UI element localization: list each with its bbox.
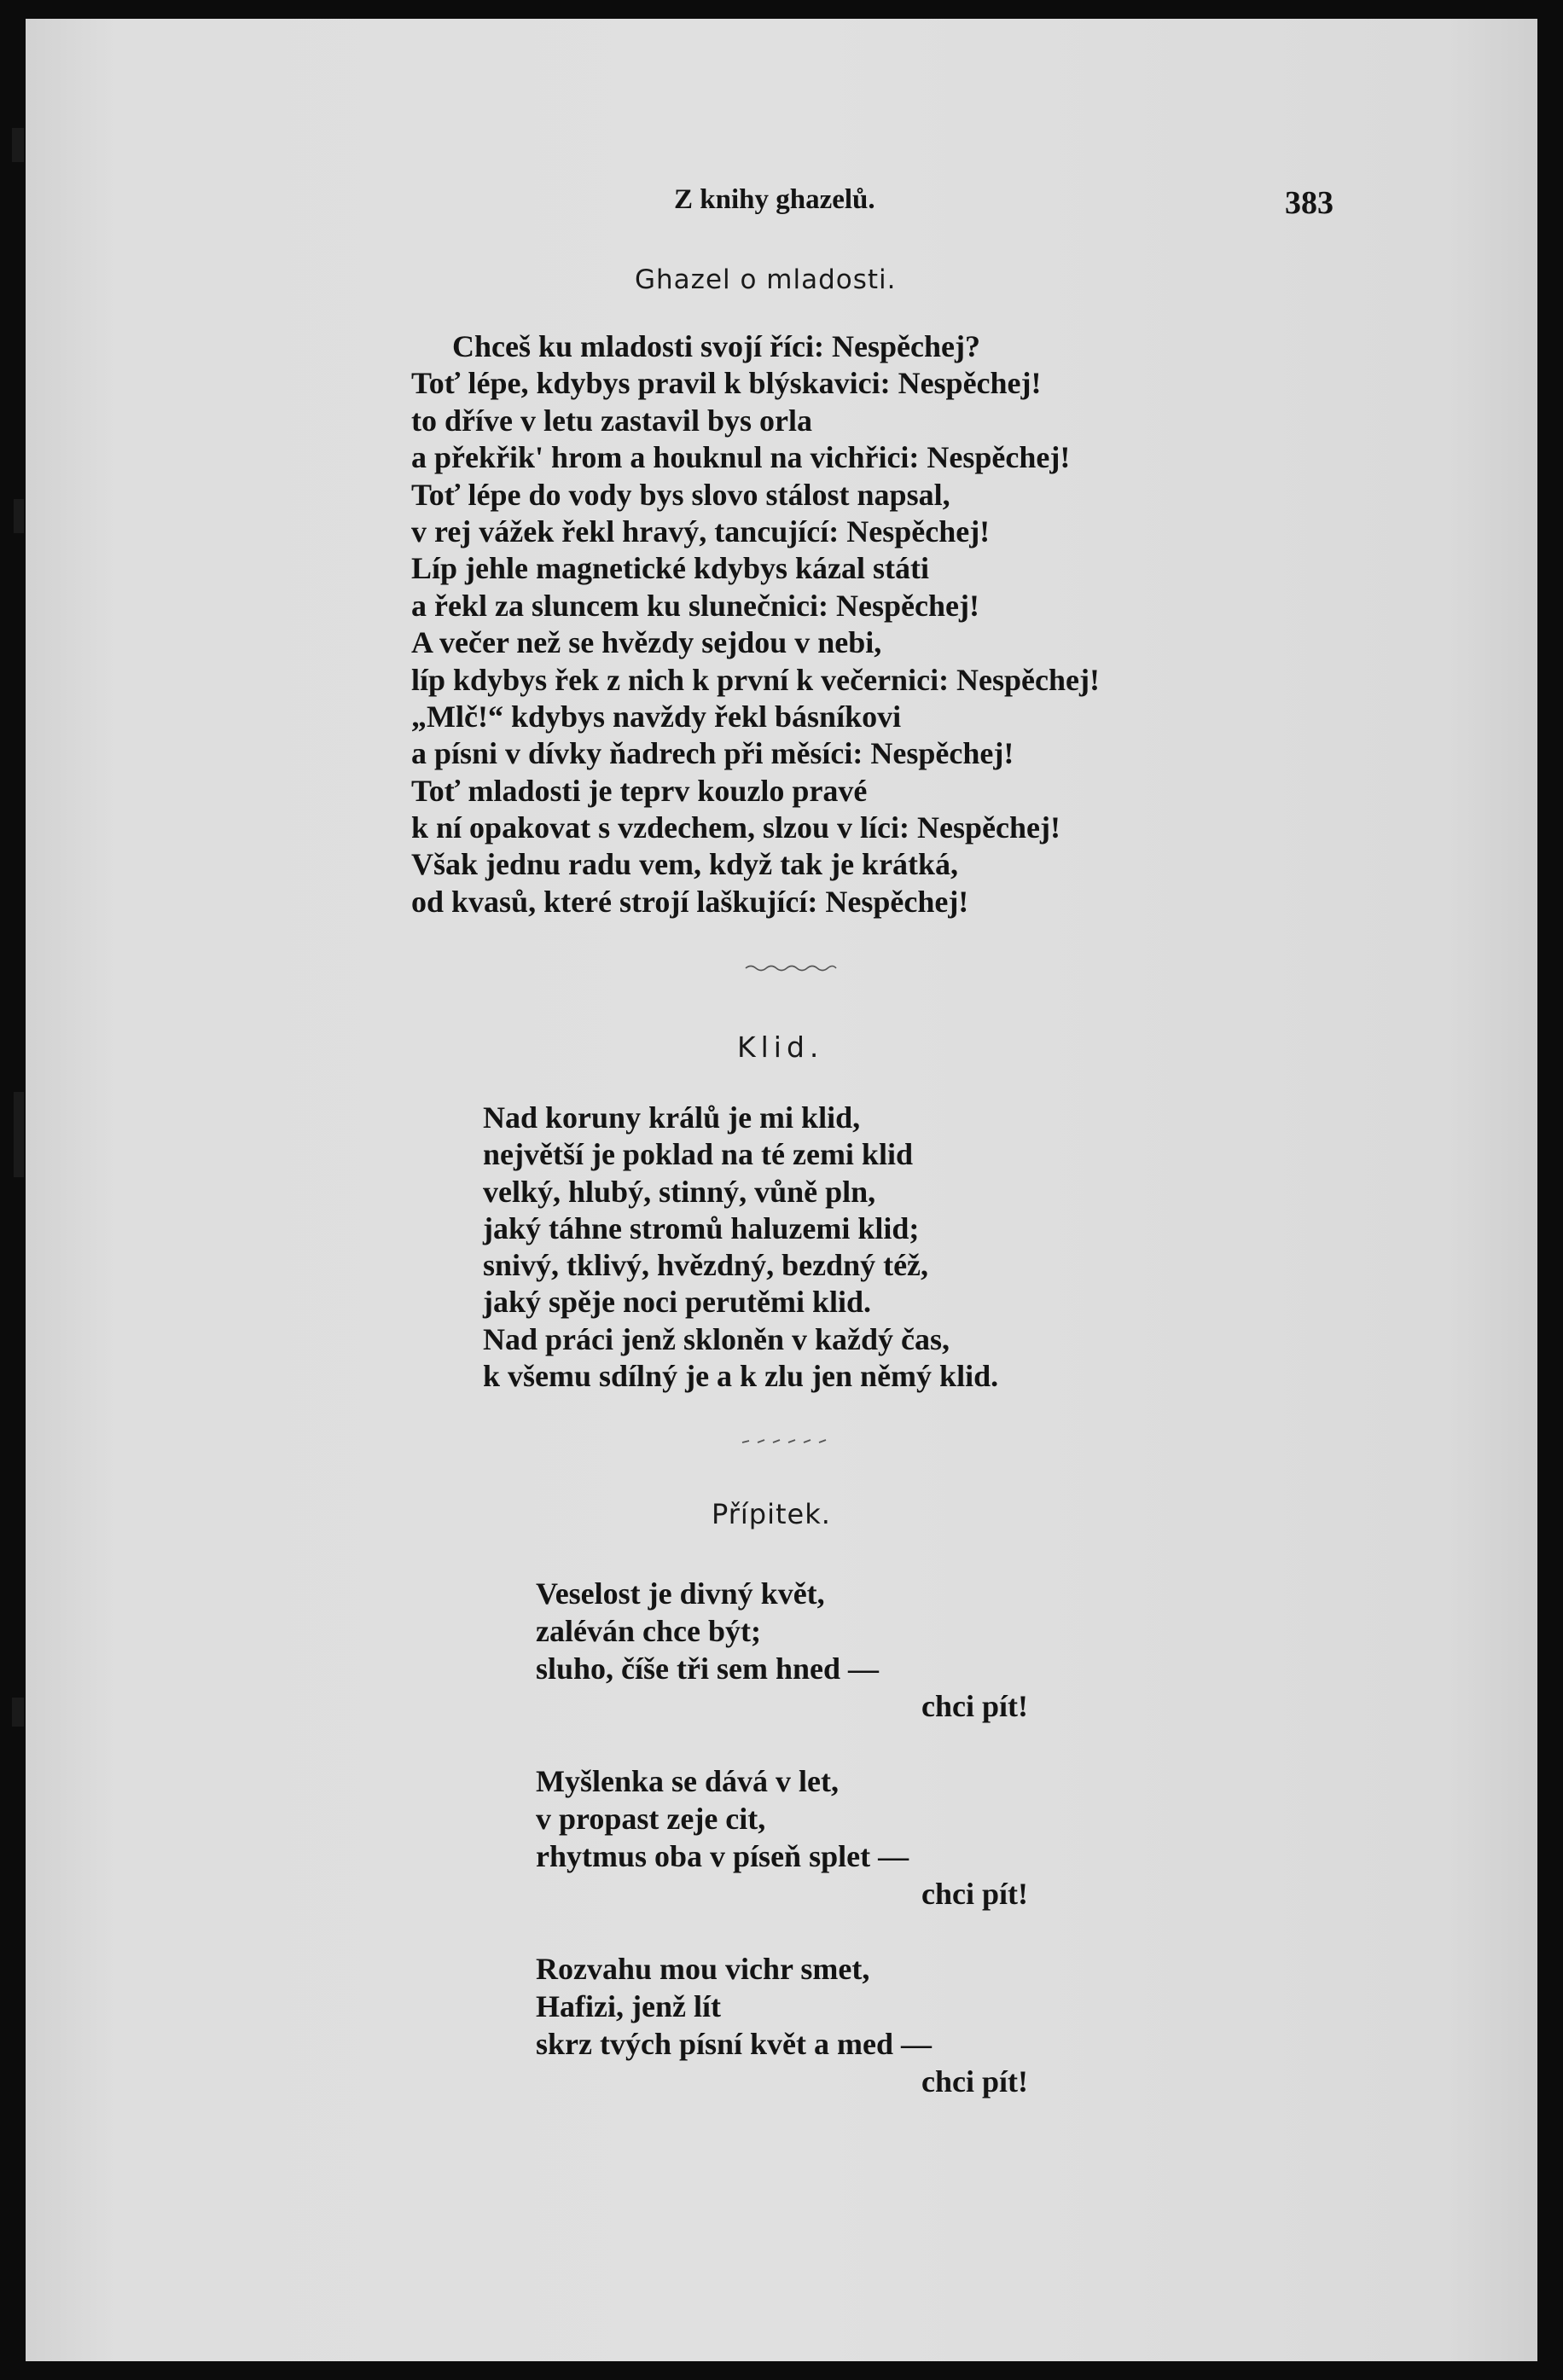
poem-line: Líp jehle magnetické kdybys kázal státi <box>411 551 930 586</box>
section-ornament <box>741 1437 834 1446</box>
poem-line: a překřik' hrom a houknul na vichřici: Nespěchej! <box>411 440 1071 475</box>
poem-line: líp kdybys řek z nich k první k večernici: Nespěchej! <box>411 662 1100 697</box>
running-title: Z knihy ghazelů. <box>674 184 875 215</box>
poem-line: Chceš ku mladosti svojí říci: Nespěchej? <box>452 329 980 363</box>
poem-line: rhytmus oba v píseň splet — <box>536 1839 909 1873</box>
poem-line: to dříve v letu zastavil bys orla <box>411 403 812 438</box>
poem-line: sluho, číše tři sem hned — <box>536 1651 880 1686</box>
poem-line: Hafizi, jenž lít <box>536 1989 721 2023</box>
poem-line: Toť lépe do vody bys slovo stálost napsal, <box>411 477 950 512</box>
poem-text <box>411 328 1100 920</box>
refrain-line: chci pít! <box>921 2064 1028 2098</box>
poem-line: největší je poklad na té zemi klid <box>483 1137 913 1172</box>
poem-line: Veselost je divný květ, <box>536 1576 825 1611</box>
poem-title: Přípitek. <box>712 1498 831 1530</box>
scan-edge-mark <box>14 499 24 533</box>
poem-line: v propast zeje cit, <box>536 1802 766 1836</box>
poem-line: velký, hlubý, stinný, vůně pln, <box>483 1174 876 1209</box>
stanza <box>536 1762 1028 1913</box>
poem-line: k všemu sdílný je a k zlu jen němý klid. <box>483 1359 999 1394</box>
poem-line: k ní opakovat s vzdechem, slzou v líci: Nespěchej! <box>411 810 1060 845</box>
poem-title: Klid. <box>737 1030 824 1064</box>
poem-text <box>536 1575 1028 2138</box>
scan-edge-mark <box>12 128 24 162</box>
poem-line: zaléván chce být; <box>536 1614 761 1648</box>
poem-line: Myšlenka se dává v let, <box>536 1764 839 1798</box>
poem-line: A večer než se hvězdy sejdou v nebi, <box>411 625 882 660</box>
poem-title: Ghazel o mladosti. <box>635 264 897 295</box>
poem-line: Toť lépe, kdybys pravil k blýskavici: Nespěchej! <box>411 366 1042 401</box>
poem-line: v rej vážek řekl hravý, tancující: Nespěchej! <box>411 514 991 549</box>
poem-line: snivý, tklivý, hvězdný, bezdný též, <box>483 1248 929 1283</box>
stanza <box>536 1950 1028 2100</box>
scan-edge-mark <box>12 1698 24 1727</box>
stanza <box>536 1575 1028 1725</box>
poem-line: Nad práci jenž skloněn v každý čas, <box>483 1321 950 1356</box>
poem-line: od kvasů, které strojí laškující: Nespěchej! <box>411 884 969 919</box>
poem-line: jaký táhne stromů haluzemi klid; <box>483 1210 920 1245</box>
poem-line: Rozvahu mou vichr smet, <box>536 1952 870 1986</box>
poem-line: Nad koruny králů je mi klid, <box>483 1100 861 1135</box>
poem-line: Však jednu radu vem, když tak je krátká, <box>411 847 959 882</box>
poem-line: jaký spěje noci perutěmi klid. <box>483 1285 871 1320</box>
refrain-line: chci pít! <box>921 1877 1028 1911</box>
section-ornament <box>744 964 838 972</box>
refrain-line: chci pít! <box>921 1689 1028 1723</box>
poem-line: „Mlč!“ kdybys navždy řekl básníkovi <box>411 699 902 734</box>
scan-edge-mark <box>14 1092 24 1177</box>
page-number: 383 <box>1285 185 1333 221</box>
poem-line: Toť mladosti je teprv kouzlo pravé <box>411 773 868 808</box>
poem-text <box>483 1100 998 1395</box>
poem-line: a řekl za sluncem ku slunečnici: Nespěchej! <box>411 588 979 623</box>
poem-line: a písni v dívky ňadrech při měsíci: Nespěchej! <box>411 736 1014 771</box>
poem-line: skrz tvých písní květ a med — <box>536 2027 933 2061</box>
